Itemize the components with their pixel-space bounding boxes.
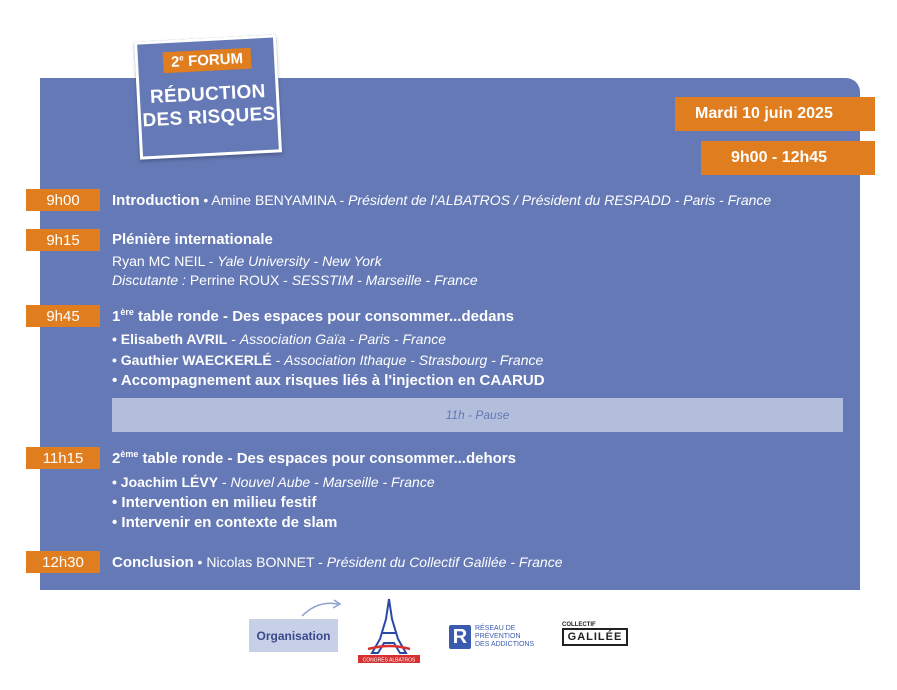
- event-date: Mardi 10 juin 2025: [675, 97, 875, 131]
- arrow-icon: [300, 596, 345, 620]
- session-title: 1ère table ronde - Des espaces pour consommer...dedans: [112, 307, 514, 325]
- time-badge: 9h15: [26, 229, 100, 251]
- organisation-label: Organisation: [249, 619, 338, 652]
- speaker-line: Ryan MC NEIL - Yale University - New York: [112, 253, 382, 269]
- forum-title: RÉDUCTION DES RISQUES: [142, 80, 277, 132]
- topic-line: • Intervention en milieu festif: [112, 494, 317, 511]
- speaker-line: • Joachim LÉVY - Nouvel Aube - Marseille - France: [112, 474, 435, 490]
- session-conclusion: Conclusion • Nicolas BONNET - Président du Collectif Galilée - France: [112, 554, 563, 571]
- session-title: 2ème table ronde - Des espaces pour consommer...dehors: [112, 449, 516, 467]
- session-title: Plénière internationale: [112, 231, 273, 248]
- time-badge: 11h15: [26, 447, 100, 469]
- forum-logo: [134, 34, 282, 159]
- respadd-mark: R: [449, 625, 471, 649]
- forum-badge: 2e FORUM: [163, 48, 252, 74]
- respadd-logo: [449, 625, 534, 649]
- speaker-line: Discutante : Perrine ROUX - SESSTIM - Marseille - France: [112, 272, 478, 288]
- event-hours: 9h00 - 12h45: [701, 141, 875, 175]
- time-badge: 9h45: [26, 305, 100, 327]
- albatros-wordmark: CONGRÈS ALBATROS: [362, 657, 416, 664]
- speaker-line: • Gauthier WAECKERLÉ - Association Ithaque - Strasbourg - France: [112, 352, 544, 368]
- session-introduction: Introduction • Amine BENYAMINA - Président de l'ALBATROS / Président du RESPADD - Paris - France: [112, 192, 772, 209]
- time-badge: 9h00: [26, 189, 100, 211]
- time-badge: 12h30: [26, 551, 100, 573]
- pause-banner: 11h - Pause: [112, 398, 843, 432]
- topic-line: • Intervenir en contexte de slam: [112, 514, 338, 531]
- respadd-wordmark: RÉSEAU DE PRÉVENTION DES ADDICTIONS: [475, 625, 535, 648]
- speaker-line: • Elisabeth AVRIL - Association Gaïa - Paris - France: [112, 331, 447, 347]
- topic-line: • Accompagnement aux risques liés à l'injection en CAARUD: [112, 372, 545, 389]
- galilee-logo: COLLECTIF GALILÉE: [562, 622, 628, 648]
- albatros-logo: [356, 597, 422, 665]
